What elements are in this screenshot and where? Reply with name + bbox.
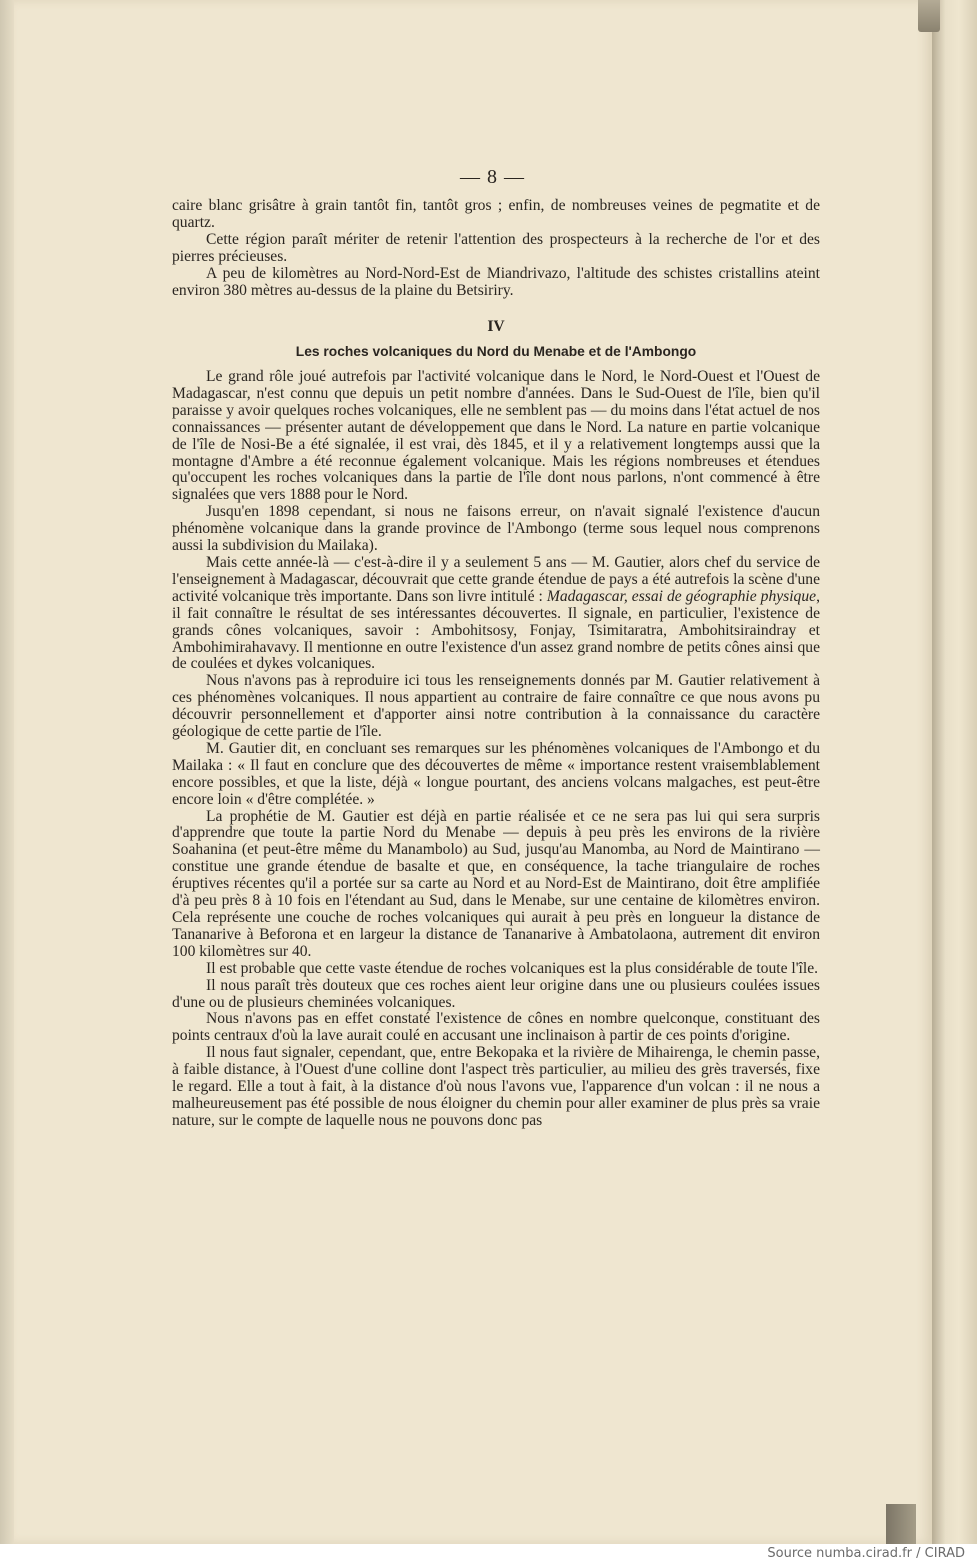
binder-clip-bottom (886, 1504, 916, 1544)
body-paragraph: La prophétie de M. Gautier est déjà en partie réalisée et ce ne sera pas lui qui sera surpris d'apprendre que toute la partie Nord du Menabe — depuis à peu près les environs de la rivière Soahanina (et peut-être même du Manambolo) au Sud, jusqu'au Manomba, au Nord de Maintirano — constitue une grande étendue de basalte et que, en conséquence, la tache triangulaire de roches éruptives récentes qu'il a portée sur sa carte au Nord et au Nord-Est de Maintirano, doit être amplifiée d'à peu près 8 à 10 fois en l'étendant au Sud, dans le Menabe, sur une centaine de kilomètres environ. Cela représente une couche de roches volcaniques qui aurait à peu près en longueur la distance de Tananarive à Beforona et en largeur la distance de Tananarive à Ambatolaona, autrement dit environ 100 kilomètres sur 40. (172, 807, 820, 960)
page-number: — 8 — (460, 166, 525, 188)
paragraph-text: Mais cette année-là — c'est-à-dire il y a seulement 5 ans — M. Gautier, alors chef du service de l'enseignement à Madagascar, découvrait que cette grande étendue de pays a été autrefois la scène d'une activité volcanique très importante. Dans son livre intitulé : (172, 553, 820, 605)
page-edge-right (932, 0, 977, 1544)
page-edge-left (0, 0, 14, 1544)
body-paragraph: Il nous paraît très douteux que ces roches aient leur origine dans une ou plusieurs coulées issues d'une ou de plusieurs cheminées volcaniques. (172, 976, 820, 1011)
body-paragraph: Il nous faut signaler, cependant, que, entre Bekopaka et la rivière de Mihairenga, le chemin passe, à faible distance, à l'Ouest d'une colline dont l'aspect très particulier, au milieu des grès traversés, fixe le regard. Elle a tout à fait, à la distance d'où nous l'avons vue, l'apparence d'un volcan : il ne nous a malheureusement pas été possible de nous éloigner du chemin pour aller examiner de plus près sa vraie nature, sur le compte de laquelle nous ne pouvons donc pas (172, 1044, 820, 1129)
body-paragraph: Le grand rôle joué autrefois par l'activité volcanique dans le Nord, le Nord-Ouest et l'Ouest de Madagascar, n'est connu que depuis un petit nombre d'années. Dans le Sud-Ouest de l'île, bien qu'il paraisse y avoir quelques roches volcaniques, elle ne semblent pas — du moins dans l'état actuel de nos connaissances — présenter autant de développement que dans le Nord. La nature en partie volcanique de l'île de Nosi-Be a été signalée, il est vrai, dès 1845, et il y a relativement longtemps aussi que la montagne d'Ambre a été reconnue également volcanique. Mais les régions nombreuses et étendues qu'occupent les roches volcaniques dans la partie de l'île dont nous parlons, n'ont commencé à être signalées que vers 1888 pour le Nord. (172, 368, 820, 504)
section-title: Les roches volcaniques du Nord du Menabe et de l'Ambongo (295, 344, 697, 359)
body-paragraph-gautier (172, 555, 820, 673)
binder-clip-top (918, 0, 940, 32)
source-credit: Source numba.cirad.fr / CIRAD (767, 1546, 965, 1561)
body-paragraph: Il est probable que cette vaste étendue de roches volcaniques est la plus considérable de toute l'île. (206, 959, 819, 977)
intro-text-block (172, 198, 820, 299)
book-title: Madagascar, essai de géographie physique (546, 587, 817, 605)
body-paragraph: Nous n'avons pas en effet constaté l'existence de cônes en nombre quelconque, constituant des points centraux d'où la lave aurait coulé en accusant une inclinaison à partir de ces points d'origine. (172, 1010, 820, 1045)
body-paragraph: M. Gautier dit, en concluant ses remarques sur les phénomènes volcaniques de l'Ambongo et du Mailaka : « Il faut en conclure que des découvertes de même « importance restent vraisemblablement encore possibles, et que la liste, déjà « longue pourtant, des anciens volcans malgaches, est peut-être encore loin « d'être complétée. » (172, 739, 820, 808)
section-number: IV (487, 318, 505, 335)
intro-paragraph: caire blanc grisâtre à grain tantôt fin, tantôt gros ; enfin, de nombreuses veines de pegmatite et de quartz. (172, 197, 820, 231)
main-text-block (172, 369, 820, 1130)
intro-paragraph: A peu de kilomètres au Nord-Nord-Est de Miandrivazo, l'altitude des schistes cristallins ateint environ 380 mètres au-dessus de la plaine du Betsiriry. (172, 264, 820, 299)
intro-paragraph: Cette région paraît mériter de retenir l'attention des prospecteurs à la recherche de l'or et des pierres précieuses. (172, 230, 820, 265)
paragraph-text: , il fait connaître le résultat de ses intéressantes découvertes. Il signale, en particulier, l'existence de grands cônes volcaniques, savoir : Ambohitsosy, Fonjay, Tsimitaratra, Ambohitsiraindray et Ambohimirahavavy. Il mentionne en outre l'existence d'un assez grand nombre de petits cônes ainsi que de coulées et dykes volcaniques. (172, 587, 820, 673)
body-paragraph: Jusqu'en 1898 cependant, si nous ne faisons erreur, on n'avait signalé l'existence d'aucun phénomène volcanique dans la grande province de l'Ambongo (terme sous lequel nous comprenons aussi la subdivision du Mailaka). (172, 503, 820, 555)
body-paragraph: Nous n'avons pas à reproduire ici tous les renseignements donnés par M. Gautier relativement à ces phénomènes volcaniques. Il nous appartient au contraire de faire connaître ce que nous avons pu découvrir personnellement et d'apporter ainsi notre contribution à la connaissance du caractère géologique de cette partie de l'île. (172, 672, 820, 741)
